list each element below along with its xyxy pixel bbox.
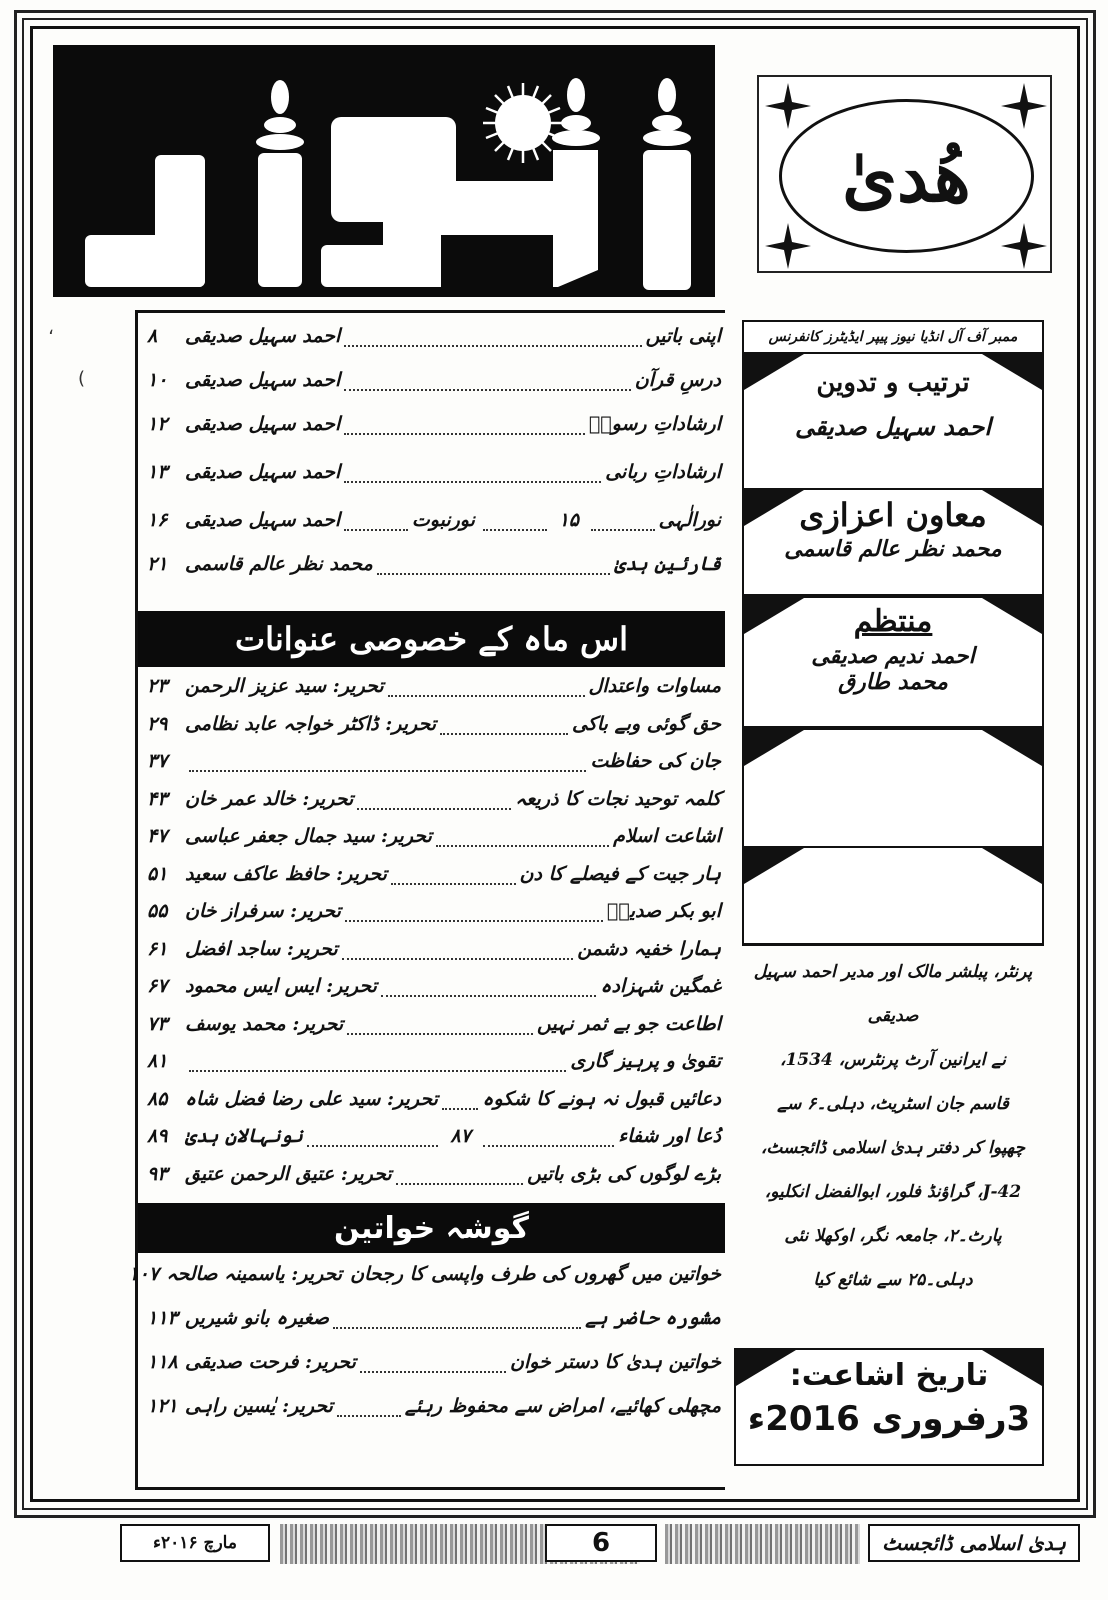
toc-title: دعائیں قبول نہ ہونے کا شکوہ	[482, 1087, 721, 1110]
toc-page: ۳۷	[147, 750, 168, 772]
star-ornament-icon	[763, 81, 813, 131]
toc-item[interactable]	[141, 932, 725, 966]
leader-dots	[347, 1033, 533, 1035]
page-footer	[100, 1512, 1080, 1574]
toc-item[interactable]	[141, 1345, 725, 1379]
issue-date: مارچ ۲۰۱۶ء	[120, 1524, 270, 1562]
toc-item[interactable]	[141, 1044, 725, 1078]
leader-dots	[344, 389, 631, 391]
toc-author: احمد سہیل صدیقی	[185, 413, 341, 435]
panel-editing	[742, 352, 1044, 492]
leader-dots	[342, 958, 574, 960]
toc-title: تقویٰ و پرہیز گاری	[570, 1050, 721, 1072]
leader-dots	[442, 1108, 479, 1110]
leader-dots	[344, 529, 408, 531]
membership-line: ممبر آف آل انڈیا نیوز پیپر ایڈیٹرز کانفرنس	[742, 320, 1044, 354]
toc-item[interactable]	[141, 744, 725, 778]
toc-author: صغیرہ بانو شیریں	[185, 1307, 329, 1329]
toc-author: تحریر: ایس ایس محمود	[185, 975, 377, 997]
toc-title: مچھلی کھائیے، امراض سے محفوظ رہئے	[404, 1395, 721, 1417]
toc-author: احمد سہیل صدیقی	[185, 369, 341, 391]
toc-author: تحریر: عتیق الرحمن عتیق	[185, 1162, 392, 1185]
toc-author: احمد سہیل صدیقی	[185, 325, 341, 347]
toc-page: ۸۷	[450, 1125, 471, 1147]
toc-item[interactable]	[141, 407, 725, 441]
toc-title: درسِ قرآن	[634, 369, 721, 391]
toc-title: ہمارا خفیہ دشمن	[577, 937, 721, 960]
editing-label: ترتیب و تدوین	[816, 368, 970, 398]
star-ornament-icon	[763, 221, 813, 271]
leader-dots	[307, 1145, 438, 1147]
page-number: 6	[545, 1524, 657, 1562]
toc-item[interactable]	[141, 1389, 725, 1423]
toc-author: احمد سہیل صدیقی	[184, 509, 341, 531]
toc-author: تحریر: یٰسین راہی	[185, 1395, 333, 1417]
toc-page: ۲۹	[147, 712, 168, 735]
imprint-line: چھپوا کر دفتر ہدیٰ اسلامی ڈائجسٹ،	[760, 1138, 1026, 1158]
manager-name: محمد طارق	[838, 669, 948, 695]
pub-date-label: تاریخ اشاعت:	[789, 1358, 989, 1393]
honorary-label: معاون اعزازی	[799, 496, 987, 534]
manager-name: احمد ندیم صدیقی	[811, 643, 975, 669]
toc-page: ۱۱۸	[147, 1351, 178, 1373]
toc-title: ابو بکر صدیقؓ	[606, 900, 721, 922]
leader-dots	[436, 845, 609, 847]
toc-author: تحریر: سید عزیز الرحمن	[185, 675, 384, 697]
toc-title: اشاعت اسلام	[613, 825, 721, 847]
leader-dots	[388, 695, 585, 697]
toc-author: نونہالانِ ہدیٰ	[184, 1125, 303, 1147]
section-heading-women: گوشہ خواتین	[138, 1203, 725, 1253]
magazine-logo-huda	[757, 75, 1052, 273]
logo-oval	[779, 99, 1034, 253]
imprint	[742, 950, 1044, 1302]
toc-page: ۵۱	[147, 862, 168, 885]
toc-page: ۴۷	[147, 825, 168, 847]
toc-title: جان کی حفاظت	[590, 750, 721, 772]
toc-item[interactable]	[141, 969, 725, 1003]
halftone-strip	[665, 1524, 860, 1564]
toc-title: دُعا اور شفاء	[618, 1125, 721, 1147]
toc-page: ۱۰	[147, 369, 168, 391]
leader-dots	[381, 995, 596, 997]
toc-item[interactable]	[141, 1007, 725, 1041]
toc-item[interactable]	[141, 547, 725, 581]
imprint-line: قاسم جان اسٹریٹ، دہلی۔۶ سے	[777, 1094, 1009, 1114]
toc-page: ۷۳	[147, 1012, 168, 1035]
leader-dots	[344, 345, 641, 347]
leader-dots	[337, 1415, 401, 1417]
toc-item[interactable]	[141, 1157, 725, 1191]
panel-manager	[742, 596, 1044, 728]
toc-item[interactable]	[141, 669, 725, 703]
toc-item[interactable]	[141, 1301, 725, 1335]
toc-author: تحریر: ساجد افضل	[185, 937, 338, 960]
toc-page: ۶۱	[147, 937, 168, 960]
toc-page: ۸۵	[147, 1087, 168, 1110]
panel-blank	[742, 846, 1044, 946]
leader-dots	[391, 883, 516, 885]
toc-author: تحریر: خالد عمر خان	[185, 787, 354, 810]
toc-author: تحریر: ڈاکٹر خواجہ عابد نظامی	[185, 712, 437, 735]
toc-page: ۸۱	[147, 1050, 168, 1072]
manager-label: منتظم	[853, 604, 933, 639]
toc-item[interactable]	[141, 319, 725, 353]
toc-item[interactable]	[141, 819, 725, 853]
leader-dots	[360, 1371, 506, 1373]
toc-author: احمد سہیل صدیقی	[185, 461, 341, 483]
toc-author: تحریر: سید علی رضا فضل شاہ	[185, 1087, 438, 1110]
toc-item[interactable]	[141, 857, 725, 891]
toc-item[interactable]	[141, 503, 725, 537]
toc-page: ۵۵	[147, 900, 168, 922]
toc-page: ۱۱۳	[147, 1307, 178, 1329]
stray-mark: (	[78, 368, 86, 389]
editing-name: احمد سہیل صدیقی	[794, 412, 992, 441]
toc-title: کلمہ توحید نجات کا ذریعہ	[515, 787, 721, 810]
toc-item[interactable]	[141, 782, 725, 816]
toc-page: ۱۵	[558, 509, 579, 531]
leader-dots	[345, 920, 603, 922]
masthead-logo-anwar	[53, 45, 715, 297]
toc-item[interactable]	[128, 1257, 725, 1291]
leader-dots	[189, 1070, 566, 1072]
leader-dots	[333, 1327, 581, 1329]
toc-page: ۲۱	[147, 553, 168, 575]
toc-page: ۱۶	[146, 509, 168, 531]
panel-blank	[742, 728, 1044, 848]
panel-honorary	[742, 488, 1044, 596]
toc-page: ۶۷	[147, 975, 168, 997]
star-ornament-icon	[999, 81, 1049, 131]
leader-dots	[483, 1145, 614, 1147]
toc-title: خواتین ہدیٰ کا دستر خوان	[510, 1351, 721, 1373]
toc-title: خواتین میں گھروں کی طرف واپسی کا رجحان	[350, 1263, 721, 1285]
toc-item[interactable]	[141, 707, 725, 741]
toc-item[interactable]	[141, 363, 725, 397]
toc-page: ۸	[147, 325, 158, 347]
toc-title: ہار جیت کے فیصلے کا دن	[519, 862, 721, 885]
toc-item[interactable]	[141, 894, 725, 928]
panel-publication-date	[734, 1348, 1044, 1466]
imprint-line: دہلی۔۲۵ سے شائع کیا	[813, 1270, 973, 1290]
toc-page: ۴۳	[147, 787, 168, 810]
imprint-line: پارٹ۔۲، جامعہ نگر، اوکھلا نئی	[784, 1226, 1002, 1246]
leader-dots	[396, 1183, 523, 1185]
toc-title: ارشاداتِ رسولؐ	[588, 413, 721, 435]
pub-date-value: 3رفروری 2016ء	[747, 1399, 1031, 1439]
toc-author: محمد نظر عالم قاسمی	[185, 553, 373, 575]
leader-dots	[344, 481, 601, 483]
toc-page: ۱۰۷	[128, 1263, 159, 1285]
toc-author: تحریر: محمد یوسف	[185, 1012, 344, 1035]
toc-page: ۱۳	[147, 461, 168, 483]
toc-title: ارشاداتِ ربانی	[605, 461, 721, 483]
toc-title: اپنی باتیں	[645, 325, 721, 347]
leader-dots	[377, 573, 610, 575]
stray-mark: ،	[48, 318, 54, 339]
toc-item[interactable]	[141, 1119, 725, 1153]
leader-dots	[483, 529, 547, 531]
toc-author: تحریر: حافظ عاکف سعید	[185, 862, 387, 885]
toc-author: تحریر: سرفراز خان	[185, 900, 341, 922]
toc-title: مساوات واعتدال	[588, 675, 721, 697]
toc-title: غمگین شہزادہ	[600, 975, 721, 997]
table-of-contents	[128, 310, 725, 1490]
leader-dots	[591, 529, 655, 531]
toc-title: قارئین ہدیٰ	[614, 553, 721, 575]
toc-page: ۱۲	[147, 413, 168, 435]
section-heading-special: اس ماہ کے خصوصی عنوانات	[138, 611, 725, 667]
leader-dots	[189, 770, 586, 772]
toc-page: ۸۹	[146, 1125, 168, 1147]
toc-author: تحریر: سید جمال جعفر عباسی	[185, 825, 432, 847]
leader-dots	[357, 808, 511, 810]
star-ornament-icon	[999, 221, 1049, 271]
toc-title: نورنبوت	[411, 509, 475, 531]
toc-title: حق گوئی وبے باکی	[572, 712, 721, 735]
leader-dots	[440, 733, 568, 735]
imprint-line: J-42، گراؤنڈ فلور، ابوالفضل انکلیو،	[764, 1182, 1022, 1202]
logo-text: ھُدیٰ	[842, 134, 971, 218]
toc-page: ۲۳	[147, 675, 168, 697]
toc-author: تحریر: فرحت صدیقی	[185, 1351, 356, 1373]
honorary-name: محمد نظر عالم قاسمی	[784, 536, 1002, 562]
toc-title: نورالٰہی	[658, 509, 721, 531]
toc-page: ۹۳	[147, 1162, 168, 1185]
toc-title: مشورہ حاضر ہے	[585, 1307, 721, 1329]
imprint-line: نے ایرانین آرٹ پرنٹرس، 1534،	[779, 1050, 1007, 1070]
leader-dots	[344, 433, 585, 435]
toc-author: تحریر: یاسمینہ صالحہ	[166, 1263, 343, 1285]
magazine-name: ہدیٰ اسلامی ڈائجسٹ	[868, 1524, 1080, 1562]
toc-title: بڑے لوگوں کی بڑی باتیں	[527, 1162, 721, 1185]
imprint-line: پرنٹر، پبلشر مالک اور مدیر احمد سہیل صدیقی	[753, 962, 1033, 1026]
toc-item[interactable]	[141, 1082, 725, 1116]
toc-page: ۱۲۱	[147, 1395, 178, 1417]
toc-title: اطاعت جو بے ثمر نہیں	[537, 1012, 721, 1035]
toc-item[interactable]	[141, 455, 725, 489]
